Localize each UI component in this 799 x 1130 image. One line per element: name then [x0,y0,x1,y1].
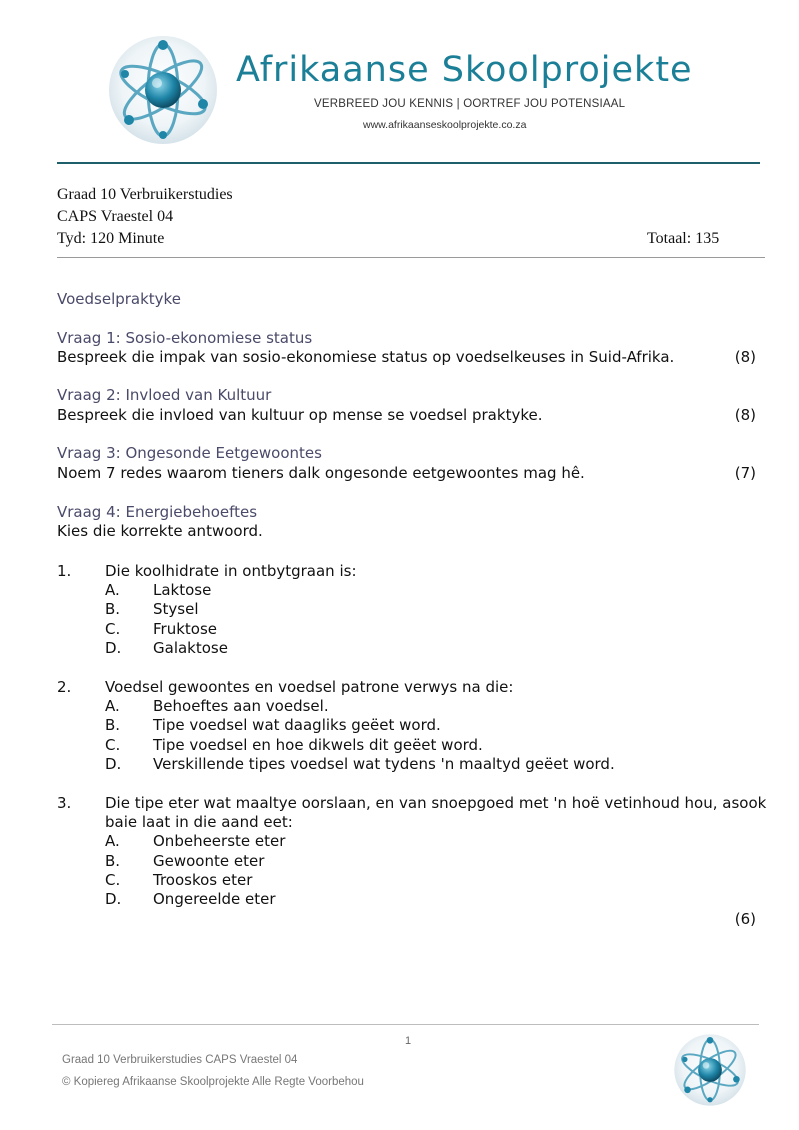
option-text: Onbeheerste eter [153,832,286,850]
footer-divider [52,1024,759,1025]
question-heading: Vraag 1: Sosio-ekonomiese status [57,329,313,347]
option-letter: C. [105,736,121,754]
option-text: Trooskos eter [153,871,253,889]
option-text: Gewoonte eter [153,852,265,870]
question-text: Noem 7 redes waarom tieners dalk ongesonde eetgewoontes mag hê. [57,464,585,482]
atom-globe-icon [673,1033,747,1107]
question-heading: Vraag 3: Ongesonde Eetgewoontes [57,444,322,462]
option-letter: A. [105,697,120,715]
question-text: Bespreek die impak van sosio-ekonomiese status op voedselkeuses in Suid-Afrika. [57,348,675,366]
option-letter: D. [105,639,122,657]
option-letter: C. [105,620,121,638]
question-heading: Vraag 2: Invloed van Kultuur [57,386,272,404]
option-text: Ongereelde eter [153,890,276,908]
footer-copyright: © Kopiereg Afrikaanse Skoolprojekte Alle Regte Voorbehou [62,1076,364,1088]
option-letter: B. [105,716,121,734]
exam-time: Tyd: 120 Minute [57,230,165,247]
question-heading: Vraag 4: Energiebehoeftes [57,503,258,521]
item-number: 2. [57,678,72,696]
section-title: Voedselpraktyke [57,290,181,308]
footer-title: Graad 10 Verbruikerstudies CAPS Vraestel 04 [62,1054,298,1066]
item-number: 1. [57,562,72,580]
brand-slogan: VERBREED JOU KENNIS | OORTREF JOU POTENSIAAL [314,98,626,110]
question-marks: (8) [734,406,756,424]
option-text: Behoeftes aan voedsel. [153,697,329,715]
item-stem: Voedsel gewoontes en voedsel patrone verwys na die: [105,678,514,696]
item-stem: Die tipe eter wat maaltye oorslaan, en van snoepgoed met 'n hoë vetinhoud hou, asook [105,794,767,812]
option-text: Tipe voedsel wat daagliks geëet word. [153,716,441,734]
brand-title: Afrikaanse Skoolprojekte [236,50,693,90]
exam-paper: CAPS Vraestel 04 [57,208,174,225]
item-stem-continued: baie laat in die aand eet: [105,813,293,831]
option-text: Verskillende tipes voedsel wat tydens 'n maaltyd geëet word. [153,755,615,773]
info-divider [57,257,765,258]
option-text: Laktose [153,581,212,599]
option-text: Galaktose [153,639,228,657]
item-stem: Die koolhidrate in ontbytgraan is: [105,562,357,580]
item-number: 3. [57,794,72,812]
option-text: Tipe voedsel en hoe dikwels dit geëet word. [153,736,483,754]
exam-total: Totaal: 135 [647,230,720,247]
question-instruction: Kies die korrekte antwoord. [57,522,263,540]
atom-globe-icon [107,34,219,146]
question-marks: (8) [734,348,756,366]
page-number: 1 [405,1035,412,1047]
option-letter: A. [105,832,120,850]
option-letter: C. [105,871,121,889]
question-marks: (6) [734,910,756,928]
option-letter: D. [105,890,122,908]
question-marks: (7) [734,464,756,482]
header-divider [57,162,760,164]
option-text: Fruktose [153,620,217,638]
exam-grade-subject: Graad 10 Verbruikerstudies [57,186,233,203]
option-letter: B. [105,600,121,618]
option-text: Stysel [153,600,199,618]
question-text: Bespreek die invloed van kultuur op mense se voedsel praktyke. [57,406,543,424]
website-link[interactable]: www.afrikaanseskoolprojekte.co.za [363,119,527,131]
option-letter: A. [105,581,120,599]
option-letter: D. [105,755,122,773]
option-letter: B. [105,852,121,870]
